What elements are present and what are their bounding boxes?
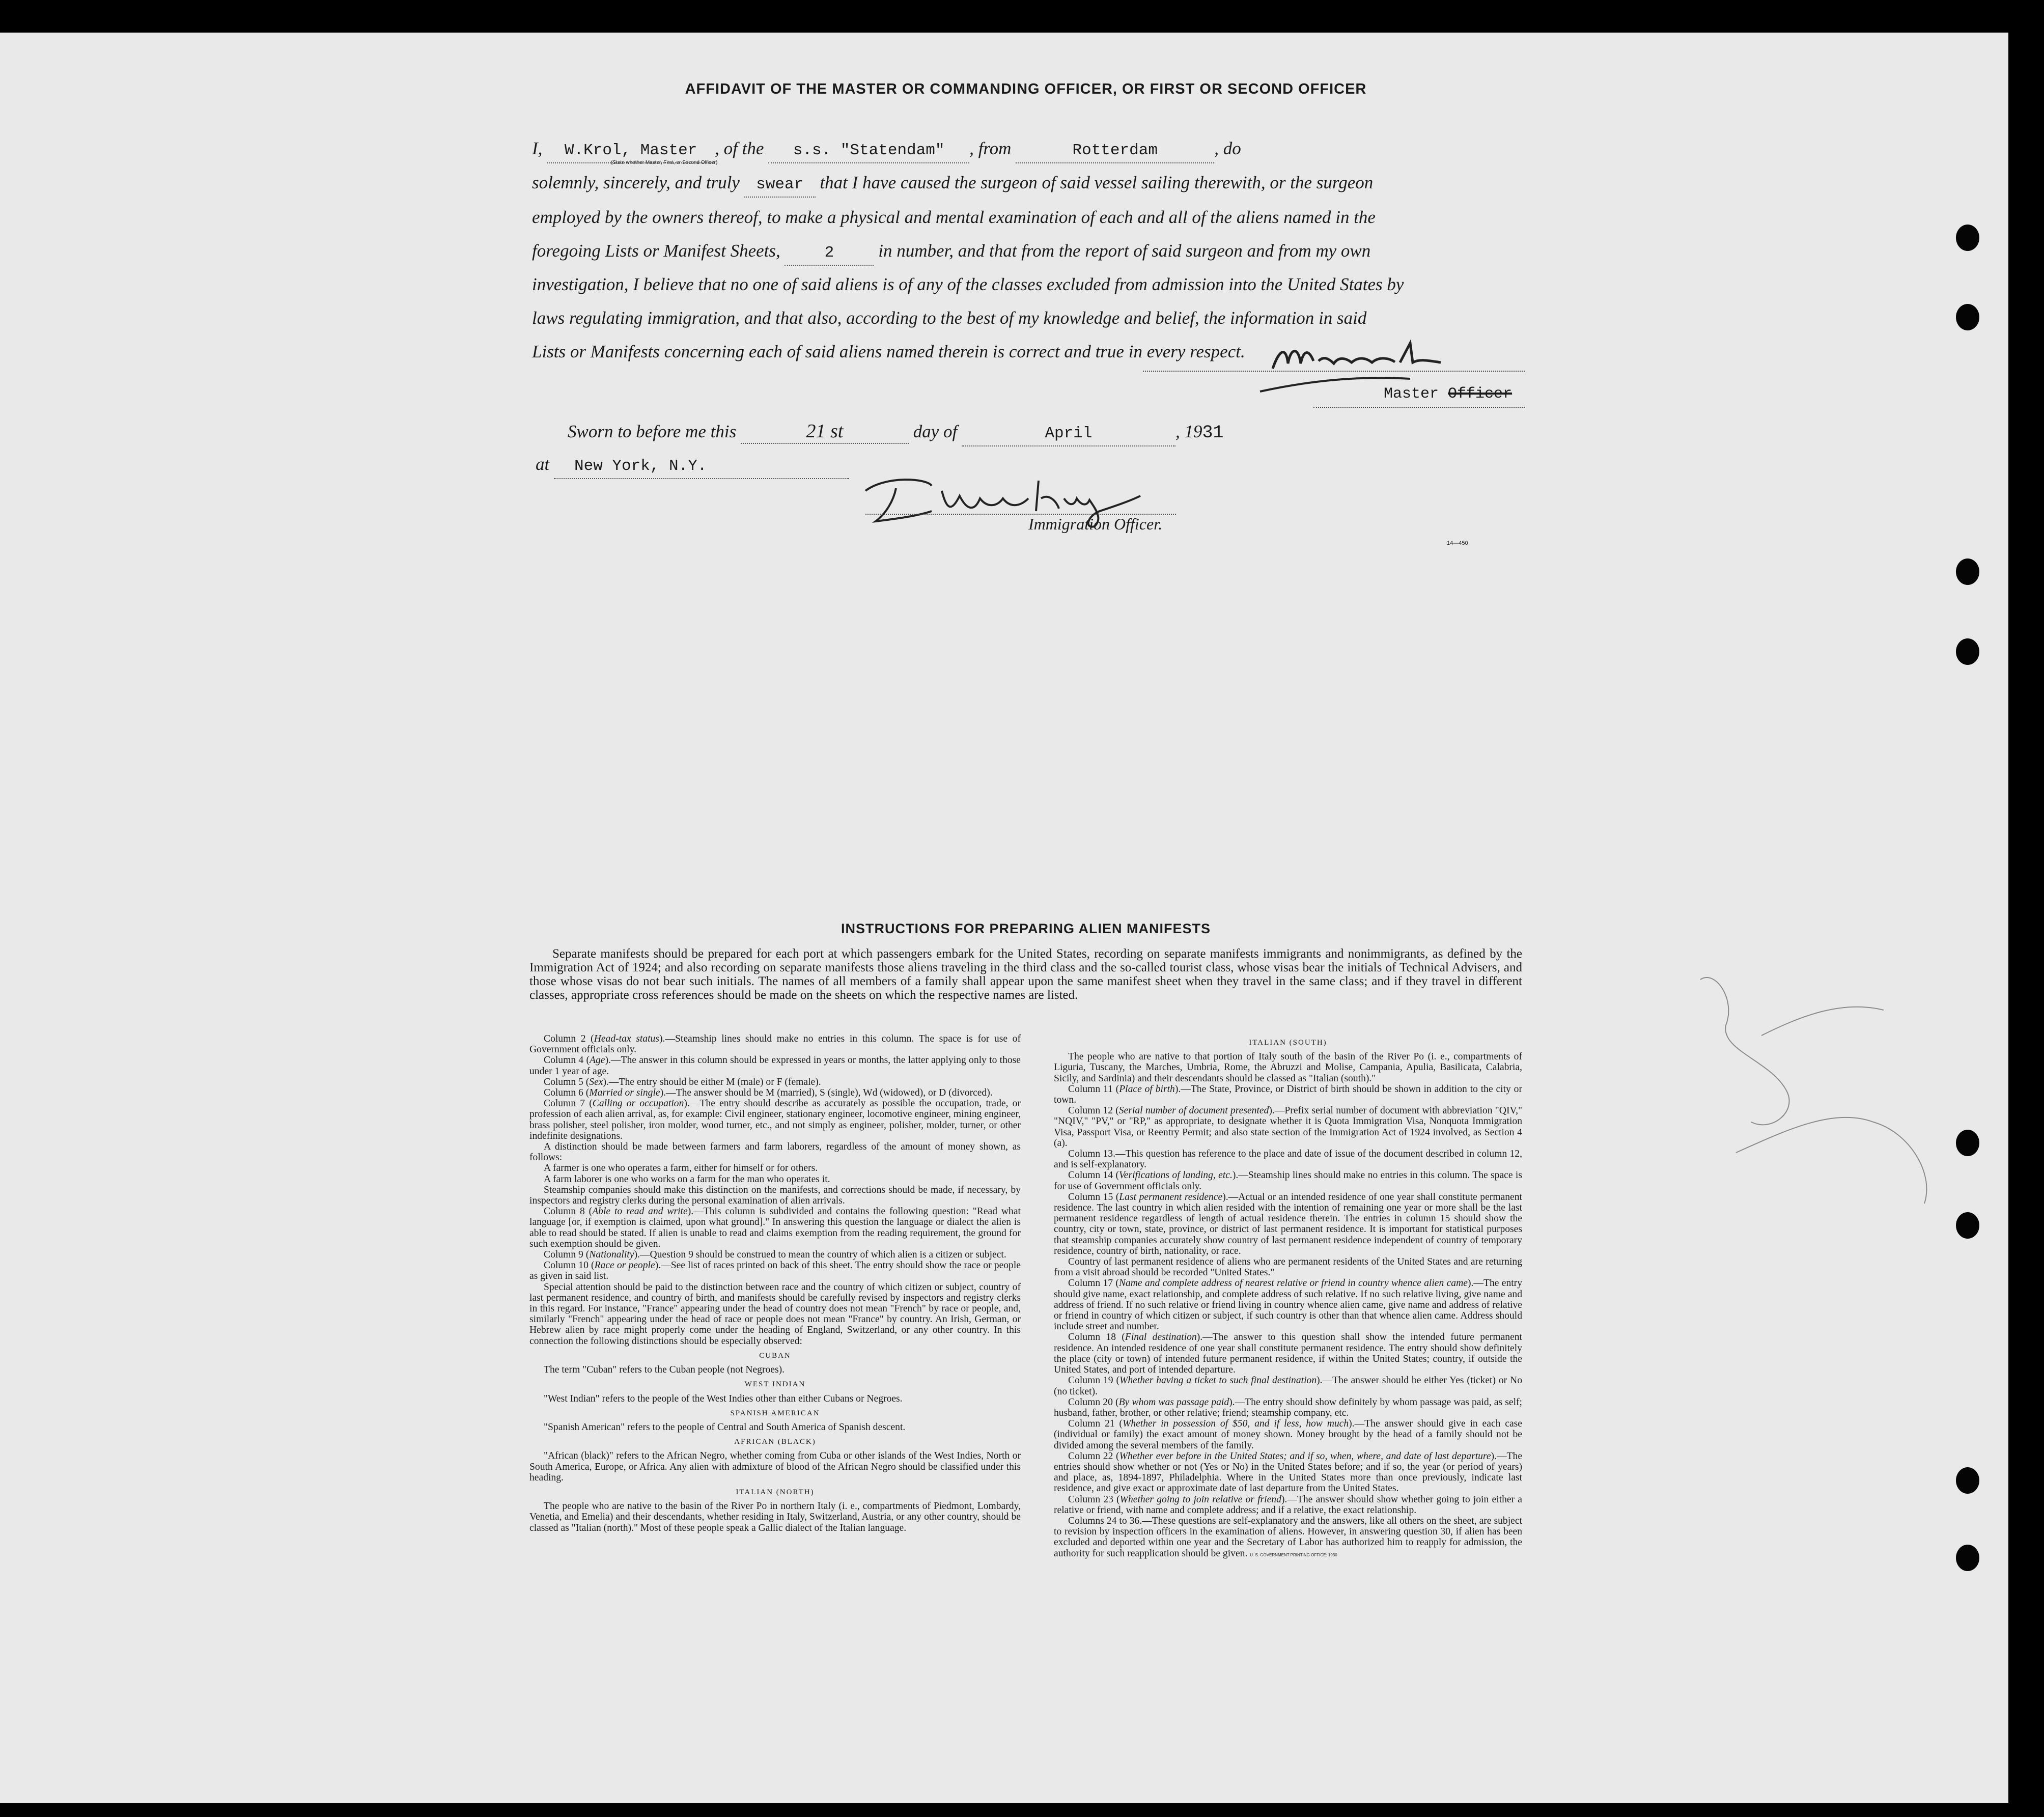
t: By whom was passage paid [1118, 1396, 1229, 1408]
heading-spanish-american: SPANISH AMERICAN [730, 1409, 820, 1417]
t: Column 23 ( [1068, 1494, 1120, 1505]
instructions-intro: Separate manifests should be prepared for each port at which passengers embark for the United States, recording on separate manifests immigrants and nonimmigrants, as defined by the Immigration Act of 1924; and also recording on separate manifests those aliens traveling in the third class and the so-called tourist class, whose visas bear the initials of Technical Advisers, and those whose visas do not bear such initials. The names of all members of a family shall appear upon the same manifest sheet when they travel in the same class; and if they travel in different classes, appropriate cross references should be made on the sheets on which the respective names are listed. [529, 947, 1522, 1002]
t: Head-tax status [594, 1033, 659, 1044]
text: day of [913, 422, 958, 441]
farm4: Steamship companies should make this distinction on the manifests, and corrections should be made, if necessary, by inspectors and registry clerks during the personal examination of alien arrivals. [529, 1184, 1021, 1207]
binder-hole [1956, 225, 1979, 251]
binder-hole [1956, 304, 1979, 330]
t: Age [590, 1055, 605, 1066]
t: Column 2 ( [544, 1033, 594, 1044]
t: Place of birth [1119, 1083, 1175, 1095]
col19 [1054, 1375, 1522, 1396]
text: I, [532, 138, 543, 158]
t: Column 19 ( [1068, 1375, 1119, 1386]
t: Sex [589, 1076, 603, 1087]
t: Verifications of landing, etc. [1119, 1170, 1233, 1181]
pencil-marks [1670, 939, 1955, 1224]
col14 [1054, 1170, 1522, 1191]
t: Last permanent residence [1119, 1191, 1223, 1203]
col15 [1054, 1192, 1522, 1256]
col4 [529, 1055, 1021, 1076]
t: Column 9 ( [544, 1249, 590, 1261]
t: Married or single [589, 1087, 660, 1099]
heading-italian-north: ITALIAN (NORTH) [736, 1488, 815, 1496]
t: ).—The entry should show definitely by whom passage was paid, as self; husband, father, brother, or other relative; friend; steamship company, etc. [1054, 1396, 1522, 1418]
t: ).—Actual or an intended residence of one year shall constitute permanent residence. The last country in which alien resided with the intention of remaining one year or more shall be the last permanent residence regardless of length of actual residence therein. The entries in column 15 should show the country, city or town, state, province, or district of last permanent residence. It is important for statistical purposes that steamship companies accurately show country of last permanent residence independent of country of temporary residence, country of birth, nationality, or race. [1054, 1191, 1522, 1256]
text: , do [1214, 138, 1241, 158]
affidavit-line-3: employed by the owners thereof, to make a physical and mental examination of each and all of the aliens named in the [532, 207, 1376, 227]
col6 [529, 1087, 1021, 1098]
italian-south: The people who are native to that portion of Italy south of the basin of the River Po (i. e., compartments of Liguria, Tuscany, the Marches, Umbria, Rome, the Abruzzi and Molise, Campania, Apulia, Basilicata, Calabria, Sicily, and Sardinia) and their descendants should be classed as "Italian (south)." [1054, 1051, 1522, 1084]
t: Column 10 ( [544, 1260, 595, 1271]
t: ).—The answer in this column should be expressed in years or months, the latter applying only to those under 1 year of age. [529, 1055, 1021, 1077]
month-field: April [962, 422, 1175, 446]
sworn-line [568, 420, 1553, 446]
signer-title-text: Master [1384, 385, 1439, 403]
text: foregoing Lists or Manifest Sheets, [532, 241, 780, 261]
t: ).—The entry should give name, exact relationship, and complete address of such relative. If no such relative living, give name and address of friend. If no such relative or friend living in country whence alien came, give name and address of relative or friend in country of which citizen or subject, if such country is other than that whence alien came. Address should include street and number. [1054, 1278, 1523, 1332]
cuban: The term "Cuban" refers to the Cuban people (not Negroes). [544, 1364, 785, 1376]
instructions-title: INSTRUCTIONS FOR PREPARING ALIEN MANIFESTS [841, 921, 1211, 936]
farm1: A distinction should be made between farmers and farm laborers, regardless of the amount of money shown, as follows: [529, 1141, 1021, 1163]
col17 [1054, 1278, 1522, 1332]
t: ).—The answer should show whether going to join either a relative or friend, with name and complete address; and if a relative, the exact relationship. [1054, 1494, 1522, 1516]
col2 [529, 1033, 1021, 1055]
year-field: 31 [1202, 423, 1224, 443]
master-name-field: W.Krol, Master [547, 139, 715, 163]
document-sheet [0, 33, 2008, 1803]
col7 [529, 1098, 1021, 1141]
signature-line [1143, 371, 1525, 372]
text: , of the [715, 138, 764, 158]
italian-north: The people who are native to the basin of the River Po in northern Italy (i. e., compartments of Piedmont, Lombardy, Venetia, and Emelia) and their descendants, whether residing in Italy, Switzerland, Austria, or any other country, should be classed as "Italian (north)." Most of these people speak a Gallic dialect of the Italian language. [529, 1501, 1021, 1533]
t: ).—See list of races printed on back of this sheet. The entry should show the race or people as given in said list. [529, 1260, 1021, 1282]
special-attention: Special attention should be paid to the distinction between race and the country of which citizen or subject, country of last permanent residence, and country of birth, and manifests should be carefully revised by inspectors and registry clerks in this regard. For instance, "France" appearing under the head of country does not mean "French" by race or people, and, similarly "French" appearing under the head of race or people does not mean "France" by country. An Irish, German, or Hebrew alien by race might properly come under the heading of England, Switzerland, or any other country. In this connection the following distinctions should be especially observed: [529, 1281, 1021, 1347]
t: Nationality [589, 1249, 634, 1261]
affidavit-line-2 [532, 171, 1517, 198]
t: Column 21 ( [1068, 1418, 1123, 1430]
t: ).—The answer should give in each case (individual or family) the exact amount of money shown. Money brought by the head of a family should not be divided among the several members of the family. [1054, 1418, 1522, 1451]
t: Serial number of document presented [1118, 1105, 1269, 1116]
location-field: New York, N.Y. [554, 455, 849, 479]
t: Whether in possession of $50, and if less, how much [1122, 1418, 1349, 1430]
binder-hole [1956, 1545, 1979, 1571]
col10 [529, 1260, 1021, 1281]
t: Column 11 ( [1068, 1083, 1119, 1095]
col15-country: Country of last permanent residence of aliens who are permanent residents of the United States and are returning from a visit abroad should be recorded "United States." [1054, 1256, 1522, 1278]
text: that I have caused the surgeon of said vessel sailing therewith, or the surgeon [820, 173, 1374, 192]
t: ).—Steamship lines should make no entries in this column. The space is for use of Government officials only. [529, 1033, 1021, 1055]
col13: Column 13.—This question has reference to the place and date of issue of the document described in column 12, and is self-explanatory. [1054, 1149, 1522, 1170]
t: Final destination [1125, 1332, 1197, 1343]
t: ).—Question 9 should be construed to mean the country of which alien is a citizen or subject. [634, 1249, 1006, 1261]
col8 [529, 1206, 1021, 1249]
t: Column 22 ( [1068, 1450, 1119, 1462]
binder-hole [1956, 558, 1979, 585]
col22 [1054, 1451, 1522, 1494]
t: ).—The entries should show whether or not (Yes or No) in the United States before; and if so, the year (or period of years) and place, as, 1894-1897, Philadelphia. Where in the United States more than once previously, indicate last residence, and give exact or approximate date of last departure from the United States. [1054, 1450, 1523, 1494]
heading-italian-south: ITALIAN (SOUTH) [1249, 1039, 1327, 1047]
t: Column 4 ( [544, 1055, 590, 1066]
t: Column 6 ( [544, 1087, 590, 1099]
binder-hole [1956, 1467, 1979, 1494]
day-field: 21 st [741, 420, 909, 444]
t: ).—The answer to this question shall show the intended future permanent residence. An intended residence of one year shall constitute permanent residence. The entry should show definitely the place (city or town) of intended future permanent residence, if within the United States; country, if outside the United States, and port of intended departure. [1054, 1332, 1522, 1376]
west-indian: "West Indian" refers to the people of the West Indies other than either Cubans or Negroes. [544, 1393, 903, 1404]
officer-title: Immigration Officer. [1028, 515, 1163, 533]
col18 [1054, 1332, 1522, 1375]
col11 [1054, 1084, 1522, 1105]
t: Able to read and write [592, 1206, 688, 1217]
t: Name and complete address of nearest relative or friend in country whence alien came [1118, 1278, 1468, 1289]
state-note: (State whether Master, First, or Second Officer) [611, 160, 718, 165]
instructions-left-column [529, 1033, 1021, 1533]
t: Column 17 ( [1068, 1278, 1119, 1289]
vessel-field: s.s. "Statendam" [768, 139, 969, 163]
t: ).—The answer should be either Yes (ticket) or No (no ticket). [1054, 1375, 1522, 1397]
col20 [1054, 1397, 1522, 1418]
t: Columns 24 to 36.—These questions are self-explanatory and the answers, like all others on the sheet, are subject to revision by inspection officers in the examination of aliens. However, in answering question 30, if alien has been excluded and deported within one year and the Secretary of Labor has authorized him to reapply for admission, the authority for such reapplication should be given. [1054, 1515, 1522, 1559]
col9 [529, 1249, 1021, 1260]
text: at [536, 454, 550, 474]
col12 [1054, 1105, 1522, 1149]
t: Race or people [594, 1260, 655, 1271]
oath-field: swear [744, 173, 816, 198]
affidavit-line-7: Lists or Manifests concerning each of said aliens named therein is correct and true in every respect. [532, 342, 1245, 361]
t: Column 7 ( [544, 1098, 593, 1109]
affidavit-line-4 [532, 239, 1517, 266]
form-number: 14—450 [1447, 540, 1468, 546]
african: "African (black)" refers to the African Negro, whether coming from Cuba or other islands of the West Indies, North or South America, Europe, or Africa. Any alien with admixture of blood of the African Negro should be classified under this heading. [529, 1450, 1021, 1483]
t: ).—The entry should be either M (male) or F (female). [603, 1076, 821, 1087]
col21 [1054, 1418, 1522, 1451]
t: ).—The answer should be M (married), S (single), Wd (widowed), or D (divorced). [660, 1087, 993, 1099]
t: ).—Prefix serial number of document with abbreviation "QIV," "NQIV," "PV," or "RP," as appropriate, to designate whether it is Quota Immigration Visa, Nonquota Immigration Visa, Passport Visa, or Reentry Permit; and also state section of the Immigration Act of 1924 involved, as Section 4 (a). [1054, 1105, 1522, 1149]
t: Whether going to join relative or friend [1119, 1494, 1281, 1505]
farm3: A farm laborer is one who works on a farm for the man who operates it. [544, 1173, 830, 1185]
col5 [529, 1077, 1021, 1087]
instructions-right-column [1054, 1033, 1522, 1560]
text: , 19 [1175, 422, 1202, 441]
spanish-american: "Spanish American" refers to the people of Central and South America of Spanish descent. [544, 1421, 906, 1433]
t: Column 12 ( [1068, 1105, 1119, 1116]
signer-title [1384, 385, 1512, 403]
heading-west-indian: WEST INDIAN [744, 1380, 806, 1389]
heading-cuban: CUBAN [759, 1351, 791, 1360]
t: ).—Steamship lines should make no entries in this column. The space is for use of Government officials only. [1054, 1170, 1523, 1192]
affidavit-title: AFFIDAVIT OF THE MASTER OR COMMANDING OFFICER, OR FIRST OR SECOND OFFICER [685, 81, 1367, 97]
affidavit-line-6: laws regulating immigration, and that also, according to the best of my knowledge and belief, the information in said [532, 308, 1367, 328]
text: solemnly, sincerely, and truly [532, 173, 740, 192]
printer-note: U. S. GOVERNMENT PRINTING OFFICE: 1930 [1250, 1552, 1337, 1557]
t: ).—The entry should describe as accurately as possible the occupation, trade, or profession of each alien arrival, as, for example: Civil engineer, stationary engineer, locomotive engineer, mining engineer, brass polisher, steel polisher, iron molder, wood turner, etc., and not simply as engineer, polisher, molder, turner, or other indefinite designations. [529, 1098, 1021, 1141]
t: Column 5 ( [544, 1076, 590, 1087]
t: Column 18 ( [1068, 1332, 1125, 1343]
t: Calling or occupation [592, 1098, 684, 1109]
t: Column 14 ( [1068, 1170, 1119, 1181]
sheets-count-field: 2 [785, 241, 874, 266]
text: in number, and that from the report of said surgeon and from my own [878, 241, 1371, 261]
t: Column 8 ( [544, 1206, 593, 1217]
t: ).—This column is subdivided and contains the following question: "Read what language [or, if exemption is claimed, upon what ground]." In answering this question the language or dialect the alien is able to read should be stated. If alien is unable to read and claims exemption from the reading requirement, the ground for such exemption should be given. [529, 1206, 1021, 1249]
port-field: Rotterdam [1016, 139, 1214, 163]
text: , from [969, 138, 1012, 158]
struck-word: Officer [1448, 385, 1513, 403]
binder-hole [1956, 1130, 1979, 1156]
text: Sworn to before me this [568, 422, 737, 441]
t: Whether ever before in the United States; and if so, when, where, and date of last departure [1119, 1450, 1491, 1462]
t: ).—The State, Province, or District of birth should be shown in addition to the city or town. [1054, 1083, 1522, 1106]
t: Column 15 ( [1068, 1191, 1119, 1203]
t: Whether having a ticket to such final destination [1119, 1375, 1317, 1386]
col24-36 [1054, 1516, 1522, 1560]
signer-title-line [1313, 407, 1525, 408]
farm2: A farmer is one who operates a farm, either for himself or for others. [544, 1163, 818, 1174]
heading-african: AFRICAN (BLACK) [734, 1438, 816, 1446]
t: Column 20 ( [1068, 1396, 1119, 1408]
binder-hole [1956, 1212, 1979, 1239]
affidavit-line-5: investigation, I believe that no one of said aliens is of any of the classes excluded from admission into the United States by [532, 274, 1404, 294]
col23 [1054, 1494, 1522, 1516]
binder-hole [1956, 638, 1979, 665]
